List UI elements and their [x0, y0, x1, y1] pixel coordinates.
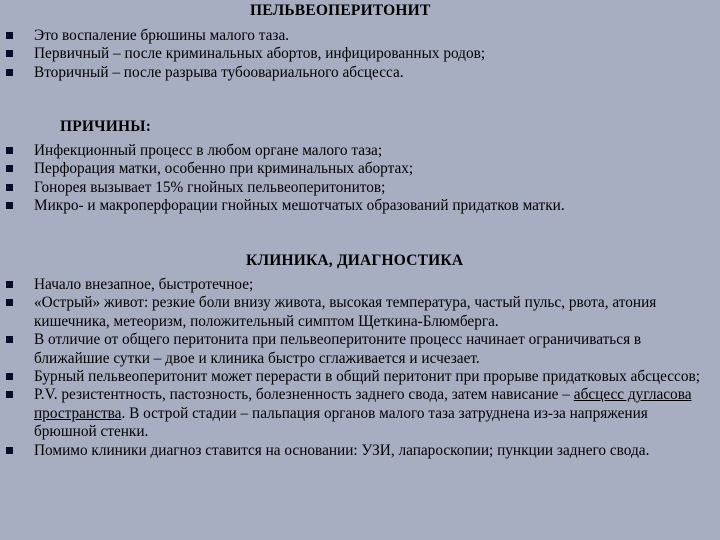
clinic-list: [0, 276, 720, 460]
list-item: Первичный – после криминальных абортов, инфицированных родов;: [0, 45, 720, 63]
intro-list: [0, 27, 720, 82]
bullet-icon: [6, 391, 13, 398]
list-item: Микро- и макроперфорации гнойных мешотчатых образований придатков матки.: [0, 197, 720, 215]
bullet-icon: [6, 50, 13, 57]
slide-title: ПЕЛЬВЕОПЕРИТОНИТ: [250, 2, 431, 19]
bullet-icon: [6, 69, 13, 76]
causes-list: [0, 142, 720, 216]
bullet-icon: [6, 299, 13, 306]
list-item: Помимо клиники диагноз ставится на основании: УЗИ, лапароскопии; пункции заднего свода.: [0, 442, 720, 460]
underlined-text: абсцесс дугласова пространства: [34, 386, 692, 422]
bullet-icon: [6, 373, 13, 380]
list-item: Начало внезапное, быстротечное;: [0, 276, 720, 294]
list-item: Это воспаление брюшины малого таза.: [0, 27, 720, 45]
bullet-icon: [6, 32, 13, 39]
list-item: Перфорация матки, особенно при криминальных абортах;: [0, 160, 720, 178]
bullet-icon: [6, 281, 13, 288]
list-item: P.V. резистентность, пастозность, болезненность заднего свода, затем нависание – абсцесс дугласова пространства. В острой стадии – пальпация органов малого таза затруднена из-за напряжения брюшной стенки.: [0, 386, 720, 441]
list-item: Бурный пельвеоперитонит может перерасти в общий перитонит при прорыве придатковых абсцессов;: [0, 368, 720, 386]
bullet-icon: [6, 447, 13, 454]
clinic-heading: КЛИНИКА, ДИАГНОСТИКА: [246, 252, 464, 269]
list-item: «Острый» живот: резкие боли внизу живота, высокая температура, частый пульс, рвота, атония кишечника, метеоризм, положительный симптом Щеткина-Блюмберга.: [0, 294, 720, 331]
list-item: Вторичный – после разрыва тубоовариального абсцесса.: [0, 64, 720, 82]
list-item: Гонорея вызывает 15% гнойных пельвеоперитонитов;: [0, 179, 720, 197]
bullet-icon: [6, 202, 13, 209]
list-item: В отличие от общего перитонита при пельвеоперитоните процесс начинает ограничиваться в ближайшие сутки – двое и клиника быстро сглаживается и исчезает.: [0, 331, 720, 368]
list-item: Инфекционный процесс в любом органе малого таза;: [0, 142, 720, 160]
causes-heading: ПРИЧИНЫ:: [60, 118, 152, 135]
bullet-icon: [6, 147, 13, 154]
bullet-icon: [6, 336, 13, 343]
bullet-icon: [6, 184, 13, 191]
bullet-icon: [6, 165, 13, 172]
